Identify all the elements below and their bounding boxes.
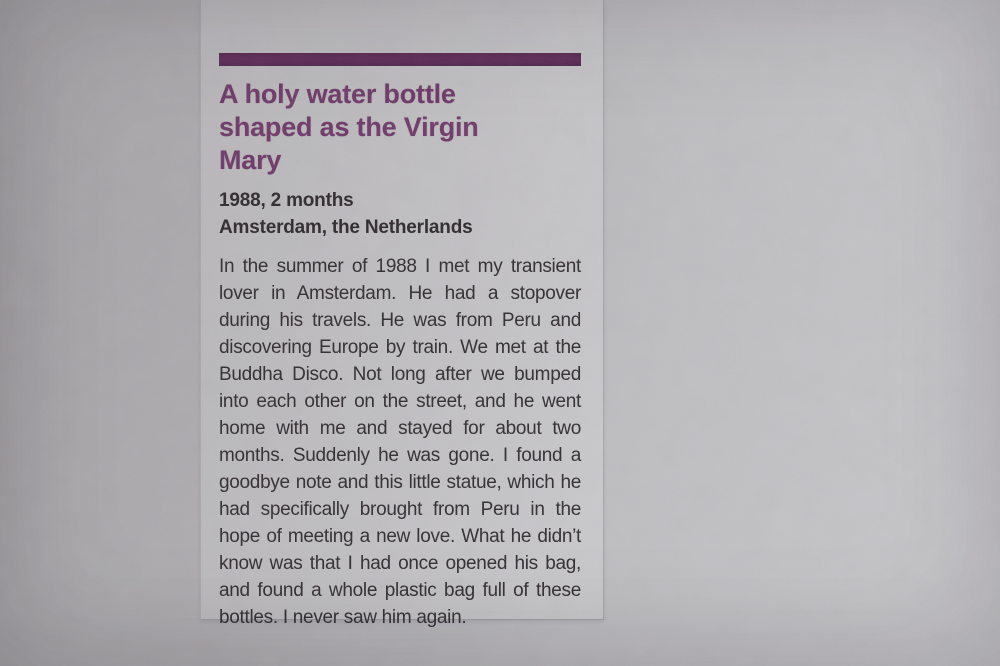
label-location: Amsterdam, the Netherlands: [219, 217, 473, 238]
title-bar: [219, 53, 581, 66]
label-body: In the summer of 1988 I met my transient lover in Amsterdam. He had a stopover during his travels. He was from Peru and discovering Europe by train. We met at the Buddha Disco. Not long after we bumped into each other on the street, and he went home with me and stayed for about two months. Suddenly he was gone. I found a goodbye note and this little statue, which he had specifically brought from Peru in the hope of meeting a new love. What he didn’t know was that I had once opened his bag, and found a whole plastic bag full of these bottles. I never saw him again.: [219, 256, 581, 628]
label-date: 1988, 2 months: [219, 190, 354, 211]
title-line-3: Mary: [219, 145, 282, 175]
label-title: [219, 78, 580, 177]
title-line-2: shaped as the Virgin: [219, 112, 479, 142]
label-meta: [219, 187, 580, 241]
museum-label: [200, 0, 604, 628]
title-line-1: A holy water bottle: [219, 79, 456, 109]
